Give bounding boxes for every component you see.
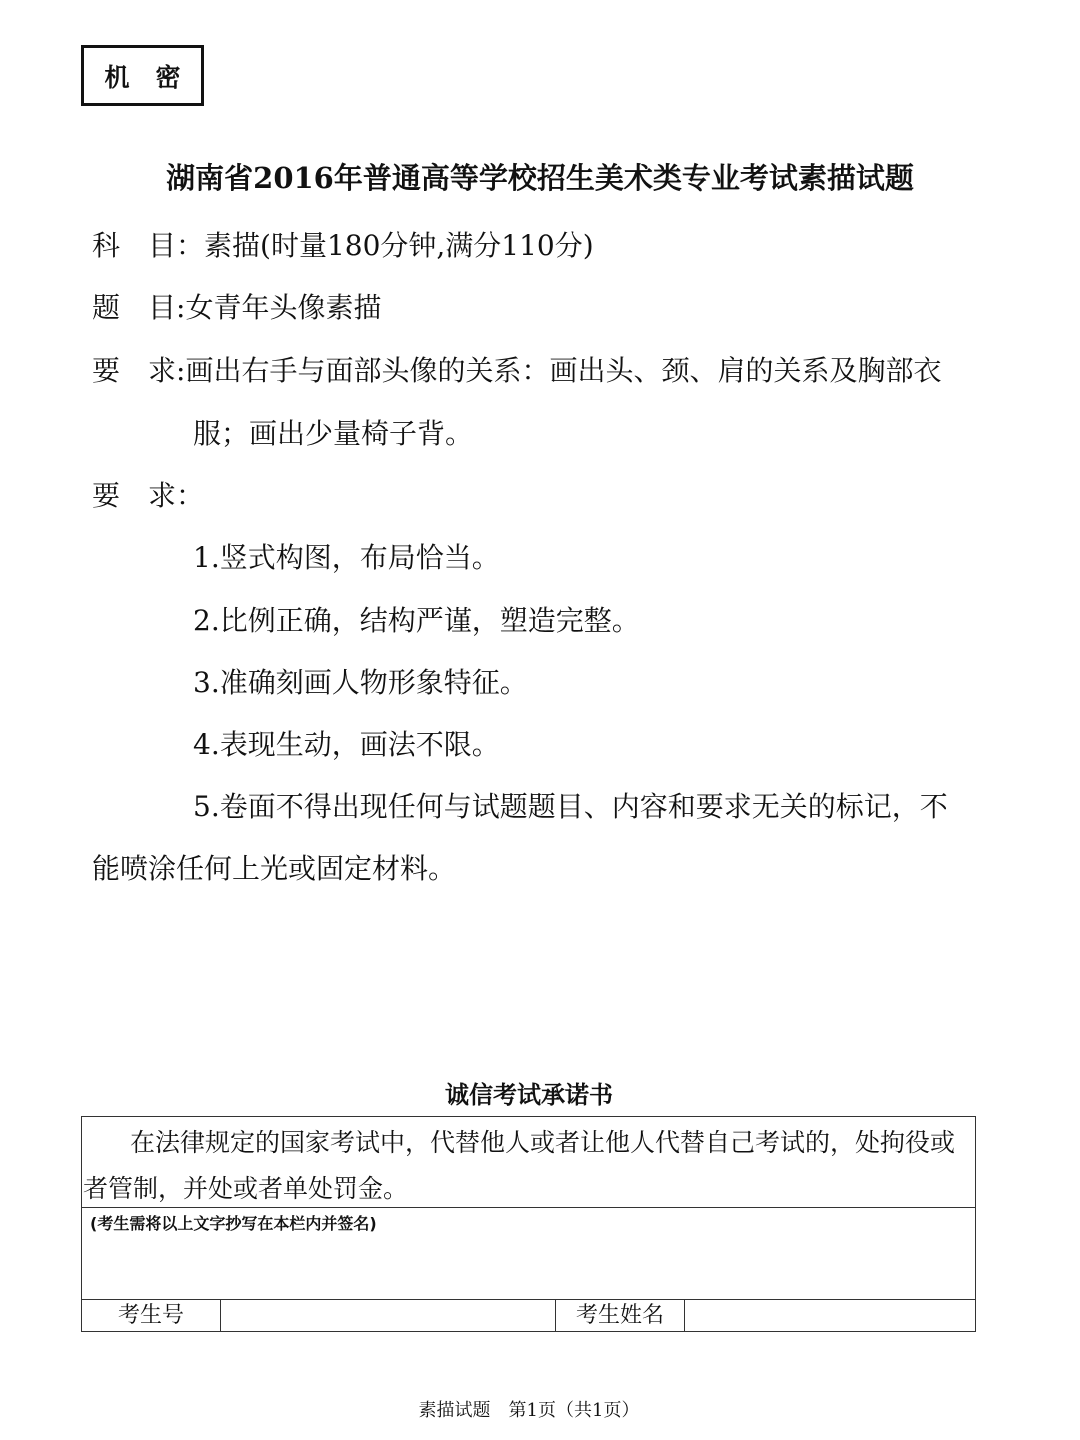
topic-value: 女青年头像素描 (185, 291, 382, 324)
requirement-item: 4.表现生动，画法不限。 (193, 728, 500, 761)
name-field[interactable] (686, 1301, 974, 1331)
pledge-copy-area[interactable] (82, 1232, 974, 1298)
pledge-table (81, 1116, 976, 1332)
topic-line (92, 288, 381, 328)
topic-label: 题 目: (92, 291, 186, 324)
exam-number-field[interactable] (222, 1301, 554, 1331)
pledge-text-line1: 在法律规定的国家考试中，代替他人或者让他人代替自己考试的，处拘役或 (130, 1128, 956, 1157)
subject-line (92, 226, 594, 266)
divider (82, 1299, 975, 1300)
requirements-label: 要 求： (92, 479, 205, 512)
exam-number-label: 考生号 (117, 1303, 184, 1328)
divider (82, 1207, 975, 1208)
subject-value: 素描(时量180分钟,满分110分) (204, 229, 594, 262)
pledge-text-line2: 者管制，并处或者单处罚金。 (83, 1174, 409, 1203)
requirement-value-line1: 画出右手与面部头像的关系：画出头、颈、肩的关系及胸部衣 (185, 354, 942, 387)
requirement-item-continuation: 能喷涂任何上光或固定材料。 (92, 852, 457, 885)
requirement-value-line2: 服；画出少量椅子背。 (193, 417, 474, 450)
exam-title: 湖南省2016年普通高等学校招生美术类专业考试素描试题 (166, 161, 914, 195)
confidential-mark: 机密 (81, 45, 204, 106)
pledge-title: 诚信考试承诺书 (445, 1081, 613, 1109)
requirement-item: 3.准确刻画人物形象特征。 (193, 666, 528, 699)
name-label: 考生姓名 (575, 1303, 664, 1328)
requirement-item: 2.比例正确，结构严谨，塑造完整。 (193, 604, 640, 637)
requirement-item: 5.卷面不得出现任何与试题题目、内容和要求无关的标记，不 (193, 790, 948, 823)
copy-instruction-note: (考生需将以上文字抄写在本栏内并签名) (90, 1214, 377, 1233)
requirement-line (92, 351, 941, 391)
divider (220, 1299, 221, 1331)
divider (684, 1299, 685, 1331)
requirement-item: 1.竖式构图，布局恰当。 (193, 541, 500, 574)
requirement-label: 要 求: (92, 354, 186, 387)
subject-label: 科 目： (92, 229, 205, 262)
page-footer: 素描试题 第1页（共1页） (418, 1400, 640, 1421)
